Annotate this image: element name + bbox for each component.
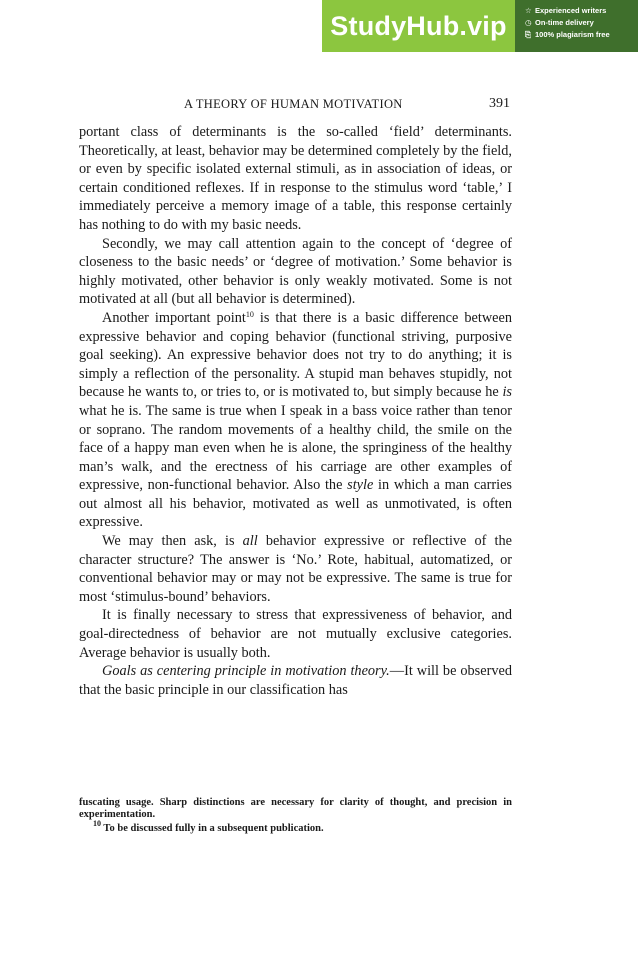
emphasis: style [347,477,374,494]
feature-item [525,17,638,29]
paragraph: It is finally necessary to stress that expressiveness of behavior, and goal-directedness of behavior are not mutually exclusive categories. Average behavior is usually both. [79,607,512,661]
clock-icon: ◷ [525,18,532,27]
star-icon: ☆ [525,6,532,15]
paragraph [79,662,512,699]
footnotes [79,797,512,835]
paragraph-text: is that there is a basic difference between expressive behavior and coping behavior (functional striving, purposive goal seeking). An expressive behavior does not try to do anything; it is simply a reflection of the personality. A stupid man behaves stupidly, not because he wants to, or tries to, or is motivated to, but simply because he [79,309,512,401]
feature-item [525,29,638,41]
footnote-text: To be discussed fully in a subsequent publication. [101,822,324,834]
body-text [79,123,512,699]
paragraph: portant class of determinants is the so-called ‘field’ determinants. Theoretically, at least, behavior may be determined completely by the field, or even by specific isolated external stimuli, as in association of ideas, or certain conditioned reflexes. If in response to the stimulus word ‘table,’ I immediately perceive a memory image of a table, this response certainly has nothing to do with my basic needs. [79,124,512,233]
paragraph: Secondly, we may call attention again to the concept of ‘degree of closeness to the basic needs’ or ‘degree of motivation.’ Some behavior is highly motivated, other behavior is only weakly motivated. Some is not motivated at all (but all behavior is determined). [79,235,512,308]
emphasis: all [242,533,258,550]
footnote-10 [79,818,512,835]
paragraph-text: behavior expressive or reflective of the character structure? The answer is ‘No.’ Rote, habitual, automatized, or conventional behavior may or may not be expressive. The same is true for most ‘stimulus-bound’ behaviors. [79,533,512,605]
footnote-continuation: fuscating usage. Sharp distinctions are necessary for clarity of thought, and precision in experimentation. [79,797,512,821]
paragraph [79,309,512,532]
studyhub-logo[interactable]: StudyHub.vip [322,0,515,52]
footnote-number: 10 [93,818,101,828]
feature-label: Experienced writers [535,6,607,15]
paragraph [79,532,512,606]
paragraph-text: We may then ask, is [102,533,243,550]
paragraph-text: —It will be observed that the basic principle in our classification has [79,663,512,698]
running-title: A THEORY OF HUMAN MOTIVATION [184,97,403,111]
feature-item [525,5,638,17]
certificate-icon: ⎘ [525,30,531,39]
emphasis: is [502,384,512,401]
running-head [86,95,510,113]
section-heading: Goals as centering principle in motivation theory. [102,663,390,680]
paragraph-text: in which a man carries out almost all his behavior, motivated as well as unmotivated, is often expressive. [79,477,512,531]
page-number: 391 [489,96,510,111]
banner-feature-list [515,0,638,52]
paragraph-text: what he is. The same is true when I speak in a bass voice rather than tenor or soprano. The random movements of a healthy child, the smile on the face of a happy man even when he is alone, the springiness of the healthy man’s walk, and the erectness of his carriage are other examples of expressive, non-functional behavior. Also the [79,402,512,494]
feature-label: 100% plagiarism free [535,30,610,39]
paragraph-text: Another important point [102,309,246,326]
feature-label: On-time delivery [535,18,594,27]
footnote-ref[interactable]: 10 [245,309,254,319]
ad-banner[interactable] [322,0,638,52]
